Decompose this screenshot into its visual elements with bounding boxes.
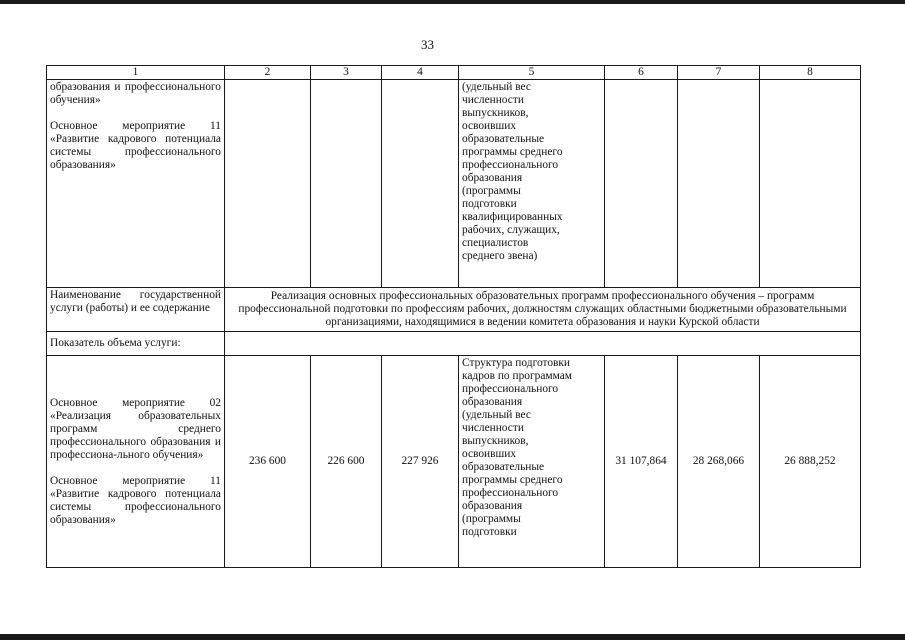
column-number: 2	[225, 66, 311, 80]
indicator-line: программы среднего	[462, 474, 563, 486]
indicator-line: профессионального	[462, 383, 559, 395]
empty-cell	[225, 80, 311, 288]
column-number: 6	[605, 66, 678, 80]
indicator-cell	[459, 356, 605, 568]
volume-row	[47, 332, 861, 356]
indicator-line: освоивших	[462, 120, 517, 132]
indicator-line: специалистов	[462, 237, 529, 249]
indicator-line: среднего звена)	[462, 250, 538, 262]
activity-text: Основное мероприятие 11 «Развитие кадрового потенциала системы профессионального образования»	[50, 474, 221, 526]
indicator-line: образовательные	[462, 133, 545, 145]
empty-cell	[225, 332, 861, 356]
indicator-cell	[459, 80, 605, 288]
scan-edge-top	[0, 0, 905, 4]
empty-cell	[760, 80, 861, 288]
empty-cell	[382, 80, 459, 288]
service-label: Наименование государственной услуги (работы) и ее содержание	[50, 289, 221, 314]
activity-text: образования и профессионального обучения»	[50, 81, 221, 106]
service-label-cell	[47, 288, 225, 332]
indicator-line: рабочих, служащих,	[462, 224, 560, 236]
column-number-row	[47, 66, 861, 80]
empty-cell	[605, 80, 678, 288]
indicator-line: подготовки	[462, 198, 517, 210]
column-number: 1	[47, 66, 225, 80]
indicator-line: кадров по программам	[462, 370, 572, 382]
indicator-line: подготовки	[462, 526, 517, 538]
indicator-line: Структура подготовки	[462, 357, 571, 369]
indicator-line: (программы	[462, 185, 521, 197]
indicator-line: образовательные	[462, 461, 545, 473]
service-row	[47, 288, 861, 332]
indicator-line: квалифицированных	[462, 211, 563, 223]
value-cell: 31 107,864	[605, 356, 678, 568]
empty-cell	[678, 80, 760, 288]
column-number: 8	[760, 66, 861, 80]
column-number: 4	[382, 66, 459, 80]
service-description: Реализация основных профессиональных образовательных программ профессионального обучения – программ профессиональной подготовки по профессиям рабочих, должностям служащих областными бюджетными образовательными организациями, находящимися в ведении комитета образования и науки Курской области	[225, 288, 861, 332]
indicator-line: профессионального	[462, 159, 559, 171]
column-number: 5	[459, 66, 605, 80]
column-number: 7	[678, 66, 760, 80]
activity-text: Основное мероприятие 02 «Реализация образовательных программ среднего профессионального образования и профессиона-льного обучения»	[50, 396, 221, 461]
scan-edge-bottom	[0, 634, 905, 640]
activity-text: Основное мероприятие 11 «Развитие кадрового потенциала системы профессионального образования»	[50, 120, 221, 171]
indicator-line: образования	[462, 172, 523, 184]
page-number: 33	[421, 37, 434, 52]
indicator-line: численности	[462, 94, 524, 106]
value-cell: 226 600	[311, 356, 382, 568]
indicator-line: (удельный вес	[462, 81, 531, 93]
activity-cell	[47, 80, 225, 288]
indicator-line: (удельный вес	[462, 409, 531, 421]
volume-label: Показатель объема услуги:	[47, 332, 225, 356]
value-cell: 227 926	[382, 356, 459, 568]
value-cell: 236 600	[225, 356, 311, 568]
value-cell: 26 888,252	[760, 356, 861, 568]
value-cell: 28 268,066	[678, 356, 760, 568]
indicator-line: выпускников,	[462, 435, 529, 447]
indicator-line: численности	[462, 422, 524, 434]
indicator-line: освоивших	[462, 448, 517, 460]
indicator-line: профессионального	[462, 487, 559, 499]
indicator-line: (программы	[462, 513, 521, 525]
program-table	[46, 65, 861, 568]
indicator-line: выпускников,	[462, 107, 529, 119]
column-number: 3	[311, 66, 382, 80]
indicator-line: программы среднего	[462, 146, 563, 158]
table-row	[47, 356, 861, 568]
indicator-line: образования	[462, 500, 523, 512]
table-row	[47, 80, 861, 288]
indicator-line: образования	[462, 396, 523, 408]
empty-cell	[311, 80, 382, 288]
activity-cell	[47, 356, 225, 568]
